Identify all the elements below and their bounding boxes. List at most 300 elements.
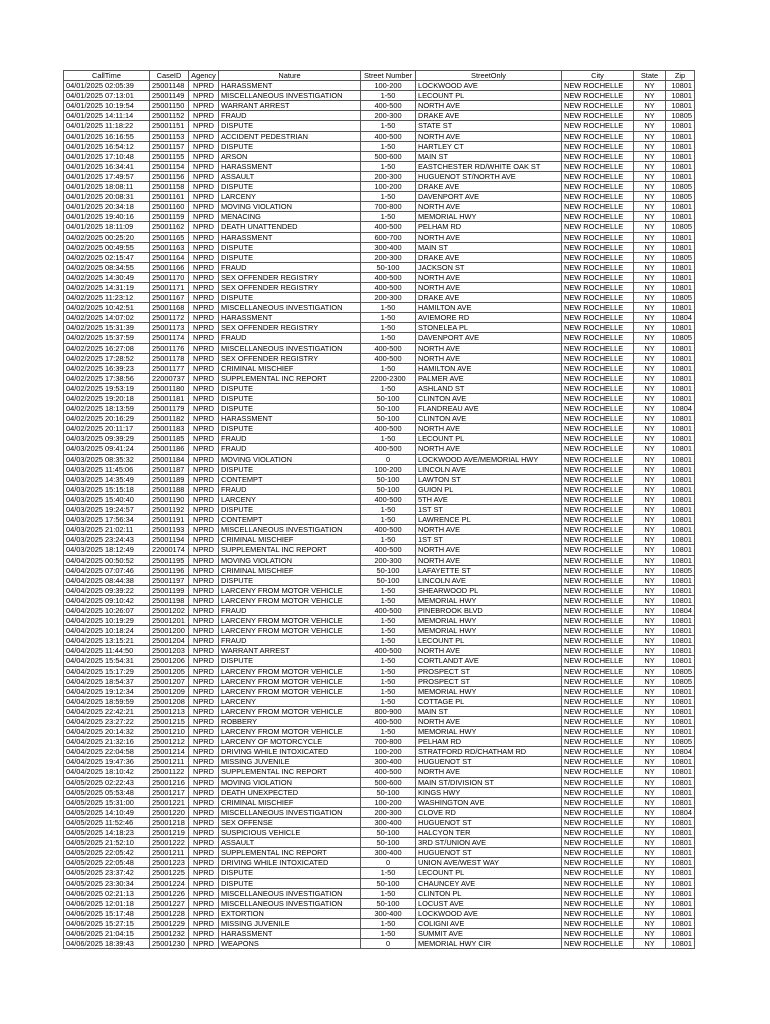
calltime-cell: 04/01/2025 17:10:48 [64, 151, 150, 161]
street-number-cell: 400-500 [361, 545, 416, 555]
nature-cell: DISPUTE [219, 252, 361, 262]
caseid-cell: 25001153 [150, 131, 189, 141]
table-row [64, 212, 695, 222]
agency-cell: NPRD [189, 848, 219, 858]
state-cell: NY [634, 666, 666, 676]
calltime-cell: 04/03/2025 23:24:43 [64, 535, 150, 545]
state-cell: NY [634, 424, 666, 434]
calltime-cell: 04/01/2025 07:13:01 [64, 91, 150, 101]
agency-cell: NPRD [189, 454, 219, 464]
state-cell: NY [634, 797, 666, 807]
street-number-cell: 50-100 [361, 828, 416, 838]
agency-cell: NPRD [189, 293, 219, 303]
state-cell: NY [634, 626, 666, 636]
street-number-cell: 1-50 [361, 636, 416, 646]
table-row [64, 908, 695, 918]
agency-cell: NPRD [189, 394, 219, 404]
zip-cell: 10801 [666, 535, 695, 545]
zip-cell: 10801 [666, 928, 695, 938]
table-row [64, 686, 695, 696]
street-number-cell: 300-400 [361, 242, 416, 252]
nature-cell: DISPUTE [219, 383, 361, 393]
street-number-cell: 1-50 [361, 868, 416, 878]
calltime-cell: 04/01/2025 19:40:16 [64, 212, 150, 222]
agency-cell: NPRD [189, 676, 219, 686]
city-cell: NEW ROCHELLE [562, 383, 634, 393]
agency-cell: NPRD [189, 303, 219, 313]
streetonly-cell: CHAUNCEY AVE [416, 878, 562, 888]
streetonly-cell: LINCOLN AVE [416, 575, 562, 585]
calltime-cell: 04/05/2025 23:37:42 [64, 868, 150, 878]
table-row [64, 706, 695, 716]
street-number-cell: 400-500 [361, 101, 416, 111]
street-number-cell: 700-800 [361, 737, 416, 747]
agency-cell: NPRD [189, 262, 219, 272]
table-row [64, 717, 695, 727]
city-cell: NEW ROCHELLE [562, 686, 634, 696]
column-header-caseid: CaseID [150, 71, 189, 81]
street-number-cell: 500-600 [361, 151, 416, 161]
calltime-cell: 04/05/2025 14:10:49 [64, 807, 150, 817]
city-cell: NEW ROCHELLE [562, 424, 634, 434]
state-cell: NY [634, 575, 666, 585]
streetonly-cell: NORTH AVE [416, 545, 562, 555]
nature-cell: FRAUD [219, 434, 361, 444]
street-number-cell: 200-300 [361, 293, 416, 303]
table-row [64, 878, 695, 888]
nature-cell: DISPUTE [219, 121, 361, 131]
streetonly-cell: COTTAGE PL [416, 696, 562, 706]
nature-cell: HARASSMENT [219, 161, 361, 171]
nature-cell: DISPUTE [219, 424, 361, 434]
state-cell: NY [634, 293, 666, 303]
nature-cell: WARRANT ARREST [219, 646, 361, 656]
state-cell: NY [634, 535, 666, 545]
nature-cell: LARCENY FROM MOTOR VEHICLE [219, 727, 361, 737]
caseid-cell: 25001206 [150, 656, 189, 666]
zip-cell: 10805 [666, 252, 695, 262]
calltime-cell: 04/02/2025 15:37:59 [64, 333, 150, 343]
streetonly-cell: NORTH AVE [416, 282, 562, 292]
calltime-cell: 04/02/2025 10:42:51 [64, 303, 150, 313]
calltime-cell: 04/02/2025 00:49:55 [64, 242, 150, 252]
streetonly-cell: 5TH AVE [416, 494, 562, 504]
state-cell: NY [634, 737, 666, 747]
table-row [64, 282, 695, 292]
zip-cell: 10805 [666, 111, 695, 121]
city-cell: NEW ROCHELLE [562, 202, 634, 212]
zip-cell: 10804 [666, 404, 695, 414]
caseid-cell: 25001187 [150, 464, 189, 474]
table-row [64, 343, 695, 353]
streetonly-cell: LECOUNT PL [416, 434, 562, 444]
agency-cell: NPRD [189, 171, 219, 181]
agency-cell: NPRD [189, 444, 219, 454]
city-cell: NEW ROCHELLE [562, 656, 634, 666]
caseid-cell: 25001198 [150, 595, 189, 605]
state-cell: NY [634, 182, 666, 192]
nature-cell: SUSPICIOUS VEHICLE [219, 828, 361, 838]
zip-cell: 10801 [666, 515, 695, 525]
zip-cell: 10801 [666, 858, 695, 868]
street-number-cell: 100-200 [361, 182, 416, 192]
city-cell: NEW ROCHELLE [562, 343, 634, 353]
city-cell: NEW ROCHELLE [562, 282, 634, 292]
street-number-cell: 1-50 [361, 313, 416, 323]
agency-cell: NPRD [189, 878, 219, 888]
column-header-streetonly: StreetOnly [416, 71, 562, 81]
table-row [64, 616, 695, 626]
zip-cell: 10801 [666, 474, 695, 484]
calltime-cell: 04/04/2025 22:04:58 [64, 747, 150, 757]
calltime-cell: 04/06/2025 18:39:43 [64, 939, 150, 949]
state-cell: NY [634, 686, 666, 696]
street-number-cell: 400-500 [361, 272, 416, 282]
city-cell: NEW ROCHELLE [562, 737, 634, 747]
calltime-cell: 04/05/2025 22:05:42 [64, 848, 150, 858]
streetonly-cell: WASHINGTON AVE [416, 797, 562, 807]
city-cell: NEW ROCHELLE [562, 151, 634, 161]
state-cell: NY [634, 525, 666, 535]
nature-cell: MOVING VIOLATION [219, 454, 361, 464]
state-cell: NY [634, 646, 666, 656]
caseid-cell: 25001180 [150, 383, 189, 393]
nature-cell: DRIVING WHILE INTOXICATED [219, 747, 361, 757]
calltime-cell: 04/05/2025 22:05:48 [64, 858, 150, 868]
calltime-cell: 04/03/2025 11:45:06 [64, 464, 150, 474]
column-header-state: State [634, 71, 666, 81]
zip-cell: 10801 [666, 878, 695, 888]
city-cell: NEW ROCHELLE [562, 373, 634, 383]
street-number-cell: 400-500 [361, 444, 416, 454]
street-number-cell: 400-500 [361, 717, 416, 727]
state-cell: NY [634, 636, 666, 646]
street-number-cell: 1-50 [361, 616, 416, 626]
city-cell: NEW ROCHELLE [562, 333, 634, 343]
agency-cell: NPRD [189, 222, 219, 232]
calltime-cell: 04/02/2025 16:27:08 [64, 343, 150, 353]
caseid-cell: 25001229 [150, 918, 189, 928]
street-number-cell: 1-50 [361, 323, 416, 333]
table-row [64, 414, 695, 424]
agency-cell: NPRD [189, 787, 219, 797]
agency-cell: NPRD [189, 121, 219, 131]
street-number-cell: 1-50 [361, 192, 416, 202]
street-number-cell: 300-400 [361, 908, 416, 918]
caseid-cell: 25001225 [150, 868, 189, 878]
zip-cell: 10801 [666, 212, 695, 222]
calltime-cell: 04/01/2025 02:05:39 [64, 81, 150, 91]
zip-cell: 10801 [666, 918, 695, 928]
table-row [64, 383, 695, 393]
table-row [64, 817, 695, 827]
caseid-cell: 25001179 [150, 404, 189, 414]
zip-cell: 10801 [666, 353, 695, 363]
nature-cell: SEX OFFENDER REGISTRY [219, 323, 361, 333]
caseid-cell: 25001166 [150, 262, 189, 272]
nature-cell: MISSING JUVENILE [219, 918, 361, 928]
streetonly-cell: KINGS HWY [416, 787, 562, 797]
zip-cell: 10801 [666, 151, 695, 161]
streetonly-cell: HALCYON TER [416, 828, 562, 838]
nature-cell: MISCELLANEOUS INVESTIGATION [219, 91, 361, 101]
calltime-cell: 04/04/2025 18:10:42 [64, 767, 150, 777]
calltime-cell: 04/06/2025 15:27:15 [64, 918, 150, 928]
table-row [64, 767, 695, 777]
caseid-cell: 25001152 [150, 111, 189, 121]
table-row [64, 525, 695, 535]
agency-cell: NPRD [189, 91, 219, 101]
calltime-cell: 04/04/2025 23:27:22 [64, 717, 150, 727]
streetonly-cell: STATE ST [416, 121, 562, 131]
table-row [64, 373, 695, 383]
nature-cell: FRAUD [219, 636, 361, 646]
table-row [64, 111, 695, 121]
street-number-cell: 400-500 [361, 222, 416, 232]
zip-cell: 10801 [666, 91, 695, 101]
caseid-cell: 25001173 [150, 323, 189, 333]
calltime-cell: 04/02/2025 17:38:56 [64, 373, 150, 383]
city-cell: NEW ROCHELLE [562, 303, 634, 313]
caseid-cell: 25001194 [150, 535, 189, 545]
state-cell: NY [634, 908, 666, 918]
zip-cell: 10801 [666, 888, 695, 898]
caseid-cell: 25001221 [150, 797, 189, 807]
calltime-cell: 04/04/2025 22:42:21 [64, 706, 150, 716]
table-row [64, 918, 695, 928]
street-number-cell: 50-100 [361, 394, 416, 404]
calltime-cell: 04/01/2025 16:34:41 [64, 161, 150, 171]
agency-cell: NPRD [189, 939, 219, 949]
street-number-cell: 0 [361, 939, 416, 949]
zip-cell: 10801 [666, 434, 695, 444]
nature-cell: LARCENY FROM MOTOR VEHICLE [219, 616, 361, 626]
state-cell: NY [634, 848, 666, 858]
calltime-cell: 04/04/2025 15:54:31 [64, 656, 150, 666]
table-row [64, 868, 695, 878]
calltime-cell: 04/02/2025 19:20:18 [64, 394, 150, 404]
state-cell: NY [634, 161, 666, 171]
agency-cell: NPRD [189, 696, 219, 706]
caseid-cell: 25001155 [150, 151, 189, 161]
street-number-cell: 50-100 [361, 474, 416, 484]
nature-cell: MISSING JUVENILE [219, 757, 361, 767]
streetonly-cell: DRAKE AVE [416, 293, 562, 303]
caseid-cell: 25001122 [150, 767, 189, 777]
streetonly-cell: NORTH AVE [416, 353, 562, 363]
nature-cell: SEX OFFENSE [219, 817, 361, 827]
caseid-cell: 25001217 [150, 787, 189, 797]
agency-cell: NPRD [189, 626, 219, 636]
table-row [64, 727, 695, 737]
caseid-cell: 25001207 [150, 676, 189, 686]
column-header-nature: Nature [219, 71, 361, 81]
state-cell: NY [634, 505, 666, 515]
city-cell: NEW ROCHELLE [562, 131, 634, 141]
table-row [64, 454, 695, 464]
agency-cell: NPRD [189, 353, 219, 363]
caseid-cell: 25001219 [150, 828, 189, 838]
street-number-cell: 100-200 [361, 81, 416, 91]
caseid-cell: 25001156 [150, 171, 189, 181]
table-row [64, 252, 695, 262]
state-cell: NY [634, 888, 666, 898]
calltime-cell: 04/01/2025 10:19:54 [64, 101, 150, 111]
streetonly-cell: LOCKWOOD AVE [416, 81, 562, 91]
streetonly-cell: PROSPECT ST [416, 676, 562, 686]
streetonly-cell: NORTH AVE [416, 343, 562, 353]
zip-cell: 10801 [666, 262, 695, 272]
city-cell: NEW ROCHELLE [562, 232, 634, 242]
zip-cell: 10805 [666, 192, 695, 202]
street-number-cell: 0 [361, 454, 416, 464]
city-cell: NEW ROCHELLE [562, 757, 634, 767]
agency-cell: NPRD [189, 868, 219, 878]
zip-cell: 10801 [666, 616, 695, 626]
zip-cell: 10801 [666, 787, 695, 797]
city-cell: NEW ROCHELLE [562, 515, 634, 525]
state-cell: NY [634, 444, 666, 454]
city-cell: NEW ROCHELLE [562, 272, 634, 282]
zip-cell: 10801 [666, 131, 695, 141]
agency-cell: NPRD [189, 232, 219, 242]
zip-cell: 10801 [666, 717, 695, 727]
caseid-cell: 25001196 [150, 565, 189, 575]
calltime-cell: 04/02/2025 00:25:20 [64, 232, 150, 242]
caseid-cell: 25001224 [150, 878, 189, 888]
incident-log-table [63, 70, 695, 949]
caseid-cell: 25001151 [150, 121, 189, 131]
zip-cell: 10805 [666, 737, 695, 747]
caseid-cell: 25001223 [150, 858, 189, 868]
nature-cell: CRIMINAL MISCHIEF [219, 363, 361, 373]
caseid-cell: 25001200 [150, 626, 189, 636]
nature-cell: MISCELLANEOUS INVESTIGATION [219, 888, 361, 898]
state-cell: NY [634, 565, 666, 575]
caseid-cell: 25001193 [150, 525, 189, 535]
state-cell: NY [634, 494, 666, 504]
nature-cell: FRAUD [219, 605, 361, 615]
zip-cell: 10801 [666, 454, 695, 464]
state-cell: NY [634, 928, 666, 938]
agency-cell: NPRD [189, 616, 219, 626]
street-number-cell: 1-50 [361, 121, 416, 131]
street-number-cell: 1-50 [361, 141, 416, 151]
caseid-cell: 25001163 [150, 242, 189, 252]
agency-cell: NPRD [189, 212, 219, 222]
city-cell: NEW ROCHELLE [562, 838, 634, 848]
street-number-cell: 1-50 [361, 928, 416, 938]
table-row [64, 424, 695, 434]
table-row [64, 757, 695, 767]
zip-cell: 10801 [666, 777, 695, 787]
nature-cell: CRIMINAL MISCHIEF [219, 797, 361, 807]
caseid-cell: 25001228 [150, 908, 189, 918]
caseid-cell: 25001167 [150, 293, 189, 303]
calltime-cell: 04/04/2025 13:15:21 [64, 636, 150, 646]
nature-cell: LARCENY FROM MOTOR VEHICLE [219, 626, 361, 636]
nature-cell: SUPPLEMENTAL INC REPORT [219, 545, 361, 555]
streetonly-cell: DRAKE AVE [416, 111, 562, 121]
table-row [64, 464, 695, 474]
agency-cell: NPRD [189, 807, 219, 817]
caseid-cell: 25001214 [150, 747, 189, 757]
street-number-cell: 400-500 [361, 424, 416, 434]
city-cell: NEW ROCHELLE [562, 454, 634, 464]
nature-cell: ACCIDENT PEDESTRIAN [219, 131, 361, 141]
zip-cell: 10801 [666, 272, 695, 282]
nature-cell: FRAUD [219, 484, 361, 494]
zip-cell: 10801 [666, 595, 695, 605]
state-cell: NY [634, 676, 666, 686]
zip-cell: 10804 [666, 605, 695, 615]
streetonly-cell: NORTH AVE [416, 272, 562, 282]
nature-cell: SEX OFFENDER REGISTRY [219, 282, 361, 292]
calltime-cell: 04/02/2025 14:30:49 [64, 272, 150, 282]
agency-cell: NPRD [189, 646, 219, 656]
city-cell: NEW ROCHELLE [562, 252, 634, 262]
street-number-cell: 1-50 [361, 888, 416, 898]
streetonly-cell: HAMILTON AVE [416, 303, 562, 313]
nature-cell: CONTEMPT [219, 474, 361, 484]
caseid-cell: 25001211 [150, 848, 189, 858]
agency-cell: NPRD [189, 404, 219, 414]
city-cell: NEW ROCHELLE [562, 928, 634, 938]
state-cell: NY [634, 151, 666, 161]
nature-cell: SUPPLEMENTAL INC REPORT [219, 848, 361, 858]
zip-cell: 10801 [666, 898, 695, 908]
table-row [64, 363, 695, 373]
table-row [64, 777, 695, 787]
agency-cell: NPRD [189, 898, 219, 908]
street-number-cell: 50-100 [361, 565, 416, 575]
streetonly-cell: NORTH AVE [416, 424, 562, 434]
city-cell: NEW ROCHELLE [562, 575, 634, 585]
state-cell: NY [634, 918, 666, 928]
agency-cell: NPRD [189, 747, 219, 757]
table-row [64, 555, 695, 565]
calltime-cell: 04/01/2025 18:11:09 [64, 222, 150, 232]
table-row [64, 81, 695, 91]
state-cell: NY [634, 828, 666, 838]
state-cell: NY [634, 757, 666, 767]
column-header-zip: Zip [666, 71, 695, 81]
caseid-cell: 25001216 [150, 777, 189, 787]
calltime-cell: 04/04/2025 15:17:29 [64, 666, 150, 676]
column-header-city: City [562, 71, 634, 81]
table-row [64, 838, 695, 848]
street-number-cell: 50-100 [361, 262, 416, 272]
table-row [64, 131, 695, 141]
zip-cell: 10801 [666, 171, 695, 181]
nature-cell: FRAUD [219, 333, 361, 343]
table-row [64, 797, 695, 807]
state-cell: NY [634, 313, 666, 323]
streetonly-cell: DRAKE AVE [416, 252, 562, 262]
state-cell: NY [634, 252, 666, 262]
city-cell: NEW ROCHELLE [562, 696, 634, 706]
nature-cell: MENACING [219, 212, 361, 222]
zip-cell: 10801 [666, 373, 695, 383]
caseid-cell: 25001150 [150, 101, 189, 111]
zip-cell: 10801 [666, 838, 695, 848]
table-row [64, 394, 695, 404]
calltime-cell: 04/06/2025 21:04:15 [64, 928, 150, 938]
street-number-cell: 1-50 [361, 676, 416, 686]
streetonly-cell: HAMILTON AVE [416, 363, 562, 373]
calltime-cell: 04/01/2025 16:54:12 [64, 141, 150, 151]
streetonly-cell: MEMORIAL HWY [416, 626, 562, 636]
